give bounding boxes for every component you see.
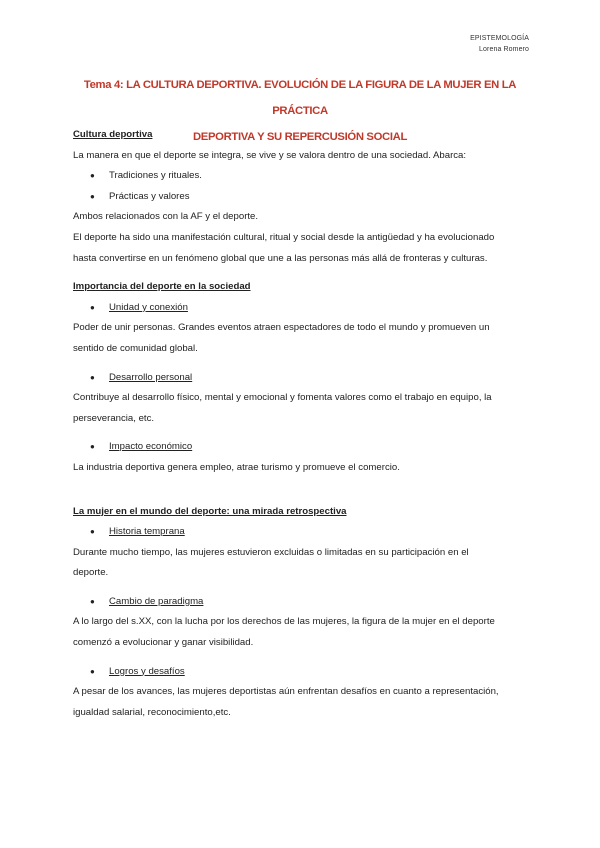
bullet-icon: ● [90, 666, 95, 676]
subheading-desarrollo: Desarrollo personal [109, 371, 193, 383]
bullet-icon: ● [90, 596, 95, 606]
paragraph-unidad-a: Poder de unir personas. Grandes eventos atraen espectadores de todo el mundo y promueven un [73, 322, 490, 334]
subheading-logros: Logros y desafíos [109, 665, 185, 677]
title-line-1: Tema 4: LA CULTURA DEPORTIVA. EVOLUCIÓN DE LA FIGURA DE LA MUJER EN LA PRÁCTICA [83, 79, 517, 117]
paragraph-cambio-b: comenzó a evolucionar y ganar visibilidad. [73, 637, 254, 649]
paragraph-cambio-a: A lo largo del s.XX, con la lucha por los derechos de las mujeres, la figura de la mujer en el deporte [73, 616, 495, 628]
paragraph-impacto: La industria deportiva genera empleo, atrae turismo y promueve el comercio. [73, 461, 400, 473]
list-item-text: Prácticas y valores [109, 190, 190, 202]
list-item [73, 662, 533, 683]
list-item [73, 187, 533, 208]
paragraph-cultura-2b: hasta convertirse en un fenómeno global que une a las personas más allá de fronteras y culturas. [73, 252, 488, 264]
list-item [73, 437, 533, 458]
bullet-icon: ● [90, 191, 95, 201]
paragraph-desarrollo-a: Contribuye al desarrollo físico, mental y emocional y fomenta valores como el trabajo en equipo, la [73, 392, 492, 404]
section-heading-importancia: Importancia del deporte en la sociedad [73, 281, 251, 293]
list-item [73, 298, 533, 319]
paragraph-historia-b: deporte. [73, 567, 109, 579]
subheading-impacto: Impacto económico [109, 441, 193, 453]
section-heading-cultura: Cultura deportiva [73, 129, 153, 140]
bullet-icon: ● [90, 372, 95, 382]
subheading-cambio: Cambio de paradigma [109, 595, 204, 607]
subheading-historia: Historia temprana [109, 526, 185, 538]
paragraph-cultura-2a: El deporte ha sido una manifestación cultural, ritual y social desde la antigüedad y ha evolucionado [73, 231, 495, 243]
document-body [73, 125, 533, 723]
page-header [470, 33, 529, 55]
paragraph-unidad-b: sentido de comunidad global. [73, 342, 198, 354]
bullet-icon: ● [90, 442, 95, 452]
bullet-icon: ● [90, 171, 95, 181]
paragraph-cultura-intro: La manera en que el deporte se integra, se vive y se valora dentro de una sociedad. Abarca: [73, 149, 467, 161]
section-heading-mujer: La mujer en el mundo del deporte: una mirada retrospectiva [73, 505, 347, 517]
paragraph-logros-b: igualdad salarial, reconocimiento,etc. [73, 706, 231, 718]
header-subject: EPISTEMOLOGÍA [470, 35, 529, 42]
title-line-2: DEPORTIVA Y SU REPERCUSIÓN SOCIAL [192, 131, 407, 143]
list-item [73, 368, 533, 389]
header-author: Lorena Romero [479, 46, 529, 53]
paragraph-historia-a: Durante mucho tiempo, las mujeres estuvieron excluidas o limitadas en su participación en el [73, 546, 469, 558]
list-item [73, 166, 533, 187]
paragraph-desarrollo-b: perseverancia, etc. [73, 412, 155, 424]
bullet-icon: ● [90, 527, 95, 537]
paragraph-logros-a: A pesar de los avances, las mujeres deportistas aún enfrentan desafíos en cuanto a representación, [73, 686, 499, 698]
list-item [73, 592, 533, 613]
paragraph-cultura-1: Ambos relacionados con la AF y el deporte. [73, 211, 259, 223]
bullet-icon: ● [90, 302, 95, 312]
subheading-unidad: Unidad y conexión [109, 301, 188, 313]
list-item-text: Tradiciones y rituales. [109, 170, 202, 182]
list-item [73, 522, 533, 543]
